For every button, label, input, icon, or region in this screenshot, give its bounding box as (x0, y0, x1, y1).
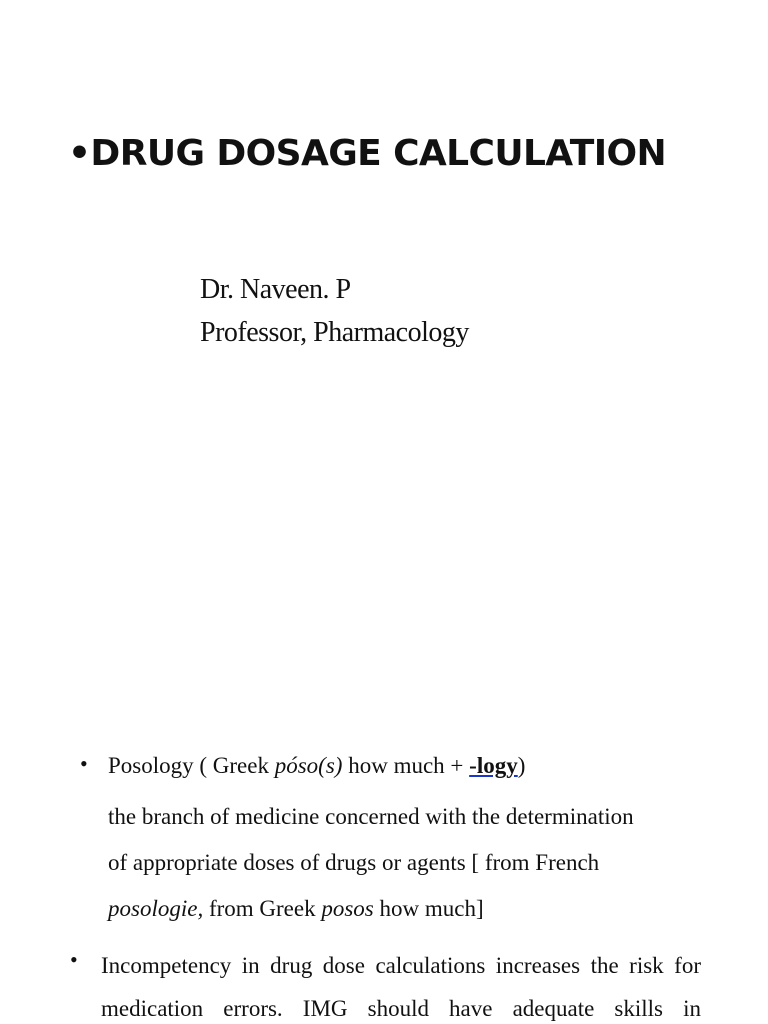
greek-term: póso(s) (274, 753, 343, 778)
bullet-marker-competency: • (70, 947, 78, 972)
bullet-competency (101, 944, 701, 1024)
bullet-posology (108, 748, 748, 932)
logy-link[interactable]: -logy (469, 753, 518, 778)
slide-title (68, 132, 666, 176)
posology-term: Posology ( Greek (108, 753, 275, 778)
french-term: posologie, (108, 896, 204, 921)
greek-posos-term: posos (321, 896, 374, 921)
posology-definition (108, 794, 748, 932)
posology-heading-line (108, 748, 748, 784)
definition-line-3-end: how much] (373, 896, 484, 921)
competency-line-2: medication errors. IMG should have adequate skills in (101, 996, 701, 1021)
posology-close-paren: ) (517, 753, 526, 778)
competency-line-1: Incompetency in drug dose calculations increases the risk for (101, 953, 701, 978)
author-name: Dr. Naveen. P (200, 274, 351, 305)
bullet-marker-posology: • (80, 751, 88, 776)
definition-line-1: the branch of medicine concerned with the determination (108, 804, 634, 829)
posology-mid-text: how much + (342, 753, 470, 778)
definition-line-3-mid: from Greek (203, 896, 322, 921)
title-bullet: • (68, 133, 91, 174)
definition-line-3 (108, 886, 748, 932)
author-block (200, 268, 469, 354)
author-role: Professor, Pharmacology (200, 317, 469, 348)
title-text: DRUG DOSAGE CALCULATION (90, 133, 667, 174)
definition-line-2: of appropriate doses of drugs or agents [ from French (108, 850, 600, 875)
